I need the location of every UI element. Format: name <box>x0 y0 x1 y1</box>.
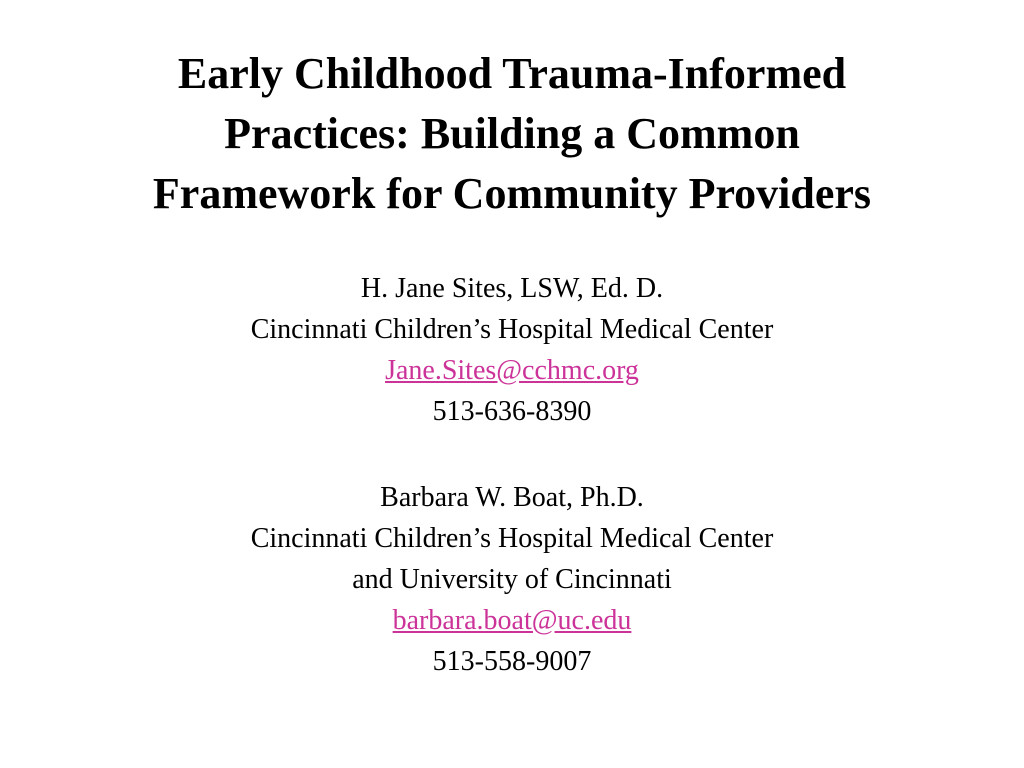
presenter-affiliation: and University of Cincinnati <box>352 564 672 595</box>
presenter-email-link[interactable]: barbara.boat@uc.edu <box>392 605 632 636</box>
presenter-affiliation: Cincinnati Children’s Hospital Medical Center <box>250 523 774 554</box>
presenter-phone: 513-558-9007 <box>432 646 592 677</box>
presenter-name: Barbara W. Boat, Ph.D. <box>380 482 644 513</box>
presenter-phone: 513-636-8390 <box>432 396 592 427</box>
presenter-name: H. Jane Sites, LSW, Ed. D. <box>360 273 664 304</box>
presenter-email-link[interactable]: Jane.Sites@cchmc.org <box>385 355 639 386</box>
slide-title <box>40 44 984 224</box>
title-line: Framework for Community Providers <box>152 169 872 218</box>
title-line: Practices: Building a Common <box>224 109 800 158</box>
presenter-email-line <box>40 600 984 641</box>
presenter-block-sites <box>40 268 984 432</box>
presenter-email-line <box>40 350 984 391</box>
title-line: Early Childhood Trauma-Informed <box>177 49 847 98</box>
presenter-affiliation: Cincinnati Children’s Hospital Medical Center <box>250 314 774 345</box>
presenter-block-boat <box>40 477 984 682</box>
